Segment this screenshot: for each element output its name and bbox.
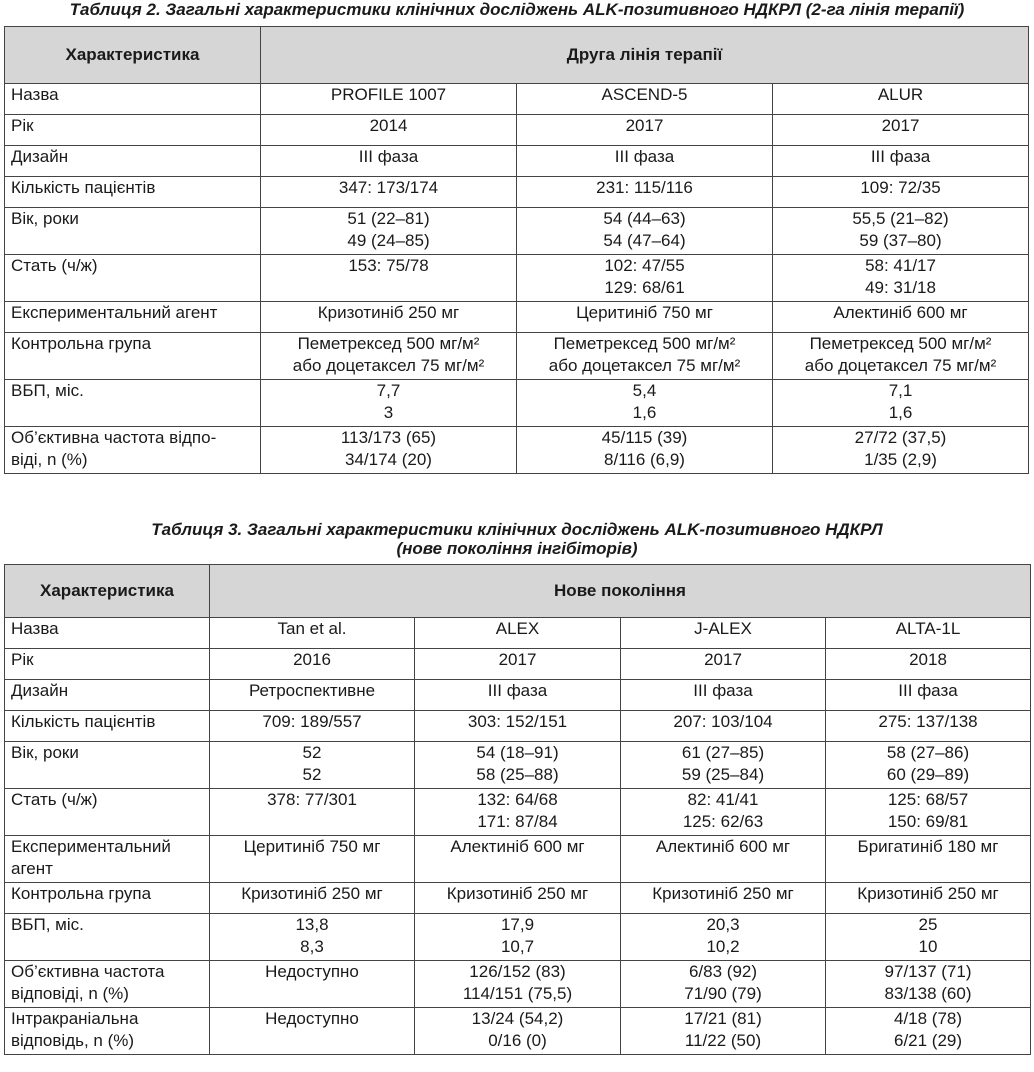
table-cell [210,789,415,836]
cell-value: Ретроспективне [248,681,376,700]
cell-value: 275: 137/138 [878,712,978,731]
row-label [5,649,210,680]
table-cell [621,914,826,961]
row-label [5,333,261,380]
cell-value: 49 (24–85) [347,231,430,250]
cell-value: або доцетаксел 75 мг/м² [292,356,485,375]
cell-value: 83/138 (60) [884,984,972,1003]
cell-value: 207: 103/104 [673,712,773,731]
row-label-text: Стать (ч/ж) [11,790,98,809]
table-cell [517,146,773,177]
table3-header-group: Нове покоління [210,565,1031,618]
cell-value: 11/22 (50) [684,1031,762,1050]
table-cell [261,380,517,427]
table-cell [210,1008,415,1055]
table-row [5,115,1029,146]
table-row [5,836,1031,883]
table-row [5,618,1031,649]
table-cell [261,84,517,115]
cell-value: або доцетаксел 75 мг/м² [548,356,741,375]
cell-value: 3 [383,403,394,422]
cell-value: 58 (25–88) [476,765,559,784]
cell-value: 10 [918,937,938,956]
cell-value: 171: 87/84 [477,812,558,831]
row-label [5,177,261,208]
cell-value: 7,7 [376,381,401,400]
table3-caption-line2: (нове покоління інгібіторів) [396,539,638,558]
table-cell [261,115,517,146]
table-cell [210,742,415,789]
table-cell [415,961,621,1008]
cell-value: 153: 75/78 [348,256,429,275]
cell-value: 59 (37–80) [859,231,942,250]
table-cell [517,333,773,380]
table-cell [826,789,1031,836]
cell-value: 49: 31/18 [865,278,936,297]
cell-value: 10,7 [500,937,535,956]
cell-value: 6/83 (92) [688,962,758,981]
cell-value: 71/90 (79) [684,984,762,1003]
table-row [5,208,1029,255]
table2-header-group: Друга лінія терапії [261,27,1029,84]
row-label [5,427,261,474]
cell-value: 58: 41/17 [865,256,936,275]
cell-value: ІІІ фаза [693,681,753,700]
cell-value: 34/174 (20) [345,450,432,469]
row-label-text: Об’єктивна частота відпо- [11,428,217,447]
table-cell [621,711,826,742]
cell-value: 7,1 [888,381,913,400]
table-cell [826,680,1031,711]
row-label [5,836,210,883]
table-row [5,84,1029,115]
cell-value: ІІІ фаза [487,681,548,700]
table-cell [415,883,621,914]
row-label-text: відповідь, n (%) [11,1031,135,1050]
cell-value: 2018 [909,650,947,669]
cell-value: 4/18 (78) [893,1009,963,1028]
table-cell [415,789,621,836]
row-label-text: Контрольна група [11,884,152,903]
table-cell [261,255,517,302]
table-cell [826,883,1031,914]
table-cell [415,618,621,649]
table-cell [261,146,517,177]
cell-value: 129: 68/61 [604,278,685,297]
row-label [5,914,210,961]
cell-value: 52 [302,765,322,784]
table-cell [773,146,1029,177]
cell-value: 61 (27–85) [681,743,765,762]
cell-value: 51 (22–81) [347,209,430,228]
cell-value: 27/72 (37,5) [854,428,947,447]
cell-value: Кризотиніб 250 мг [857,884,999,903]
cell-value: 59 (25–84) [681,765,765,784]
table-row [5,914,1031,961]
cell-value: 132: 64/68 [477,790,558,809]
table-cell [210,883,415,914]
table-row [5,333,1029,380]
cell-value: Пеметрексед 500 мг/м² [809,334,992,353]
cell-value: 1,6 [888,403,913,422]
table3-body [5,618,1031,1055]
cell-value: або доцетаксел 75 мг/м² [804,356,997,375]
table-cell [621,883,826,914]
row-label-text: Кількість пацієнтів [11,712,156,731]
table-row [5,146,1029,177]
table-row [5,255,1029,302]
cell-value: 17,9 [500,915,535,934]
cell-value: Бригатиніб 180 мг [857,837,999,856]
table-cell [517,84,773,115]
table-cell [210,680,415,711]
cell-value: J-ALEX [694,619,752,638]
cell-value: Недоступно [265,962,359,981]
row-label [5,1008,210,1055]
table-cell [621,789,826,836]
table-cell [261,208,517,255]
cell-value: 2014 [369,116,408,135]
row-label-text: Рік [11,650,34,669]
table-cell [517,302,773,333]
table-cell [826,711,1031,742]
cell-value: 347: 173/174 [338,178,439,197]
table2-body [5,84,1029,474]
cell-value: 125: 62/63 [682,812,764,831]
cell-value: Пеметрексед 500 мг/м² [553,334,736,353]
cell-value: 1,6 [632,403,657,422]
row-label [5,302,261,333]
row-label [5,883,210,914]
cell-value: 10,2 [706,937,740,956]
cell-value: 231: 115/116 [596,178,693,197]
cell-value: ІІІ фаза [898,681,958,700]
table3-caption-line1: Таблиця 3. Загальні характеристики клінічних досліджень ALK-позитивного НДКРЛ [151,520,883,539]
row-label-text: Експериментальний [11,837,171,856]
table-cell [621,680,826,711]
table-row [5,177,1029,208]
table-cell [517,427,773,474]
table-cell [210,961,415,1008]
cell-value: 1/35 (2,9) [864,450,937,469]
table-cell [210,836,415,883]
table-cell [261,427,517,474]
table-cell [773,208,1029,255]
table-row [5,380,1029,427]
cell-value: 2017 [881,116,920,135]
cell-value: Алектиніб 600 мг [833,303,968,322]
cell-value: ІІІ фаза [614,147,675,166]
cell-value: 20,3 [706,915,740,934]
row-label-text: Назва [11,619,59,638]
row-label-text: Експериментальний агент [11,303,218,322]
cell-value: Церитиніб 750 мг [243,837,381,856]
cell-value: Алектиніб 600 мг [655,837,791,856]
table-cell [415,742,621,789]
table-cell [826,914,1031,961]
cell-value: 102: 47/55 [604,256,685,275]
table-cell [621,961,826,1008]
row-label [5,680,210,711]
table-cell [415,836,621,883]
table-cell [517,208,773,255]
cell-value: 17/21 (81) [684,1009,762,1028]
table-cell [826,1008,1031,1055]
table-row [5,680,1031,711]
cell-value: 6/21 (29) [893,1031,963,1050]
row-label-text: Дизайн [11,147,69,166]
cell-value: 2017 [498,650,537,669]
row-label-text: Назва [11,85,59,104]
table-cell [826,836,1031,883]
cell-value: 709: 189/557 [262,712,362,731]
table-cell [210,711,415,742]
table-cell [826,742,1031,789]
row-label-text: Вік, роки [11,209,79,228]
table-row [5,961,1031,1008]
cell-value: 8,3 [300,937,324,956]
cell-value: ІІІ фаза [358,147,419,166]
cell-value: 2016 [293,650,331,669]
table-cell [621,1008,826,1055]
row-label-text: Кількість пацієнтів [11,178,156,197]
row-label [5,380,261,427]
cell-value: 2017 [704,650,742,669]
row-label [5,146,261,177]
table-cell [210,649,415,680]
table-row [5,649,1031,680]
cell-value: 52 [302,743,322,762]
row-label-text: Інтракраніальна [11,1009,139,1028]
table-cell [415,680,621,711]
cell-value: 97/137 (71) [884,962,972,981]
row-label [5,208,261,255]
cell-value: Кризотиніб 250 мг [446,884,589,903]
table-cell [261,333,517,380]
cell-value: 60 (29–89) [886,765,970,784]
row-label-text: відповіді, n (%) [11,984,129,1003]
table-cell [826,649,1031,680]
cell-value: PROFILE 1007 [330,85,447,104]
cell-value: ALTA-1L [895,619,961,638]
table-cell [773,427,1029,474]
cell-value: Алектиніб 600 мг [450,837,585,856]
row-label-text: віді, n (%) [11,450,88,469]
row-label [5,961,210,1008]
cell-value: 150: 69/81 [887,812,969,831]
cell-value: 8/116 (6,9) [604,450,685,469]
table2-caption: Таблиця 2. Загальні характеристики клінічних досліджень ALK-позитивного НДКРЛ (2-га лінія терапії) [69,0,965,19]
cell-value: 13/24 (54,2) [471,1009,564,1028]
row-label-text: Об’єктивна частота [11,962,165,981]
row-label-text: ВБП, міс. [11,915,84,934]
table-cell [210,618,415,649]
table-cell [773,177,1029,208]
table-cell [415,1008,621,1055]
cell-value: ASCEND-5 [601,85,688,104]
table-cell [517,380,773,427]
table-cell [261,302,517,333]
row-label [5,789,210,836]
table2-header-label: Характеристика [5,27,261,84]
table-row [5,302,1029,333]
row-label-text: агент [11,859,53,878]
cell-value: 58 (27–86) [886,743,970,762]
cell-value: 5,4 [632,381,657,400]
cell-value: 82: 41/41 [687,790,759,809]
cell-value: Церитиніб 750 мг [576,303,713,322]
cell-value: Кризотиніб 250 мг [317,303,460,322]
cell-value: 303: 152/151 [467,712,568,731]
row-label [5,711,210,742]
table-row [5,711,1031,742]
row-label-text: Дизайн [11,681,69,700]
table-cell [415,914,621,961]
table-row [5,742,1031,789]
table-row [5,427,1029,474]
table2 [4,26,1029,474]
row-label [5,255,261,302]
table-cell [517,255,773,302]
cell-value: ІІІ фаза [870,147,931,166]
cell-value: Пеметрексед 500 мг/м² [297,334,480,353]
cell-value: 54 (47–64) [603,231,686,250]
table-cell [773,115,1029,146]
row-label [5,84,261,115]
table3-caption [0,520,1034,558]
cell-value: ALUR [877,85,924,104]
cell-value: Кризотиніб 250 мг [241,884,383,903]
table-cell [621,742,826,789]
row-label-text: Вік, роки [11,743,79,762]
table-cell [773,380,1029,427]
table3 [4,564,1031,1055]
table-cell [621,836,826,883]
cell-value: Недоступно [265,1009,359,1028]
table-cell [415,711,621,742]
cell-value: 109: 72/35 [860,178,941,197]
table-cell [621,649,826,680]
table-row [5,883,1031,914]
cell-value: Tan et al. [277,619,347,638]
cell-value: Кризотиніб 250 мг [652,884,794,903]
cell-value: 25 [918,915,938,934]
table-cell [826,618,1031,649]
row-label-text: Рік [11,116,34,135]
table-row [5,789,1031,836]
table-cell [621,618,826,649]
table-cell [210,914,415,961]
table-cell [773,84,1029,115]
table3-header-label: Характеристика [5,565,210,618]
row-label-text: Контрольна група [11,334,152,353]
cell-value: 55,5 (21–82) [852,209,949,228]
row-label-text: Стать (ч/ж) [11,256,98,275]
table-cell [415,649,621,680]
row-label [5,115,261,146]
table-row [5,1008,1031,1055]
table-cell [517,177,773,208]
cell-value: 54 (44–63) [603,209,686,228]
cell-value: 114/151 (75,5) [462,984,573,1003]
cell-value: 113/173 (65) [340,428,437,447]
table-cell [517,115,773,146]
cell-value: 125: 68/57 [887,790,969,809]
cell-value: ALEX [495,619,540,638]
row-label-text: ВБП, міс. [11,381,84,400]
table-cell [773,255,1029,302]
cell-value: 2017 [625,116,664,135]
table-cell [261,177,517,208]
cell-value: 54 (18–91) [476,743,559,762]
row-label [5,618,210,649]
cell-value: 0/16 (0) [488,1031,547,1050]
row-label [5,742,210,789]
table-cell [773,302,1029,333]
cell-value: 45/115 (39) [601,428,688,447]
table-cell [826,961,1031,1008]
cell-value: 126/152 (83) [469,962,566,981]
table-cell [773,333,1029,380]
cell-value: 378: 77/301 [267,790,357,809]
cell-value: 13,8 [295,915,329,934]
